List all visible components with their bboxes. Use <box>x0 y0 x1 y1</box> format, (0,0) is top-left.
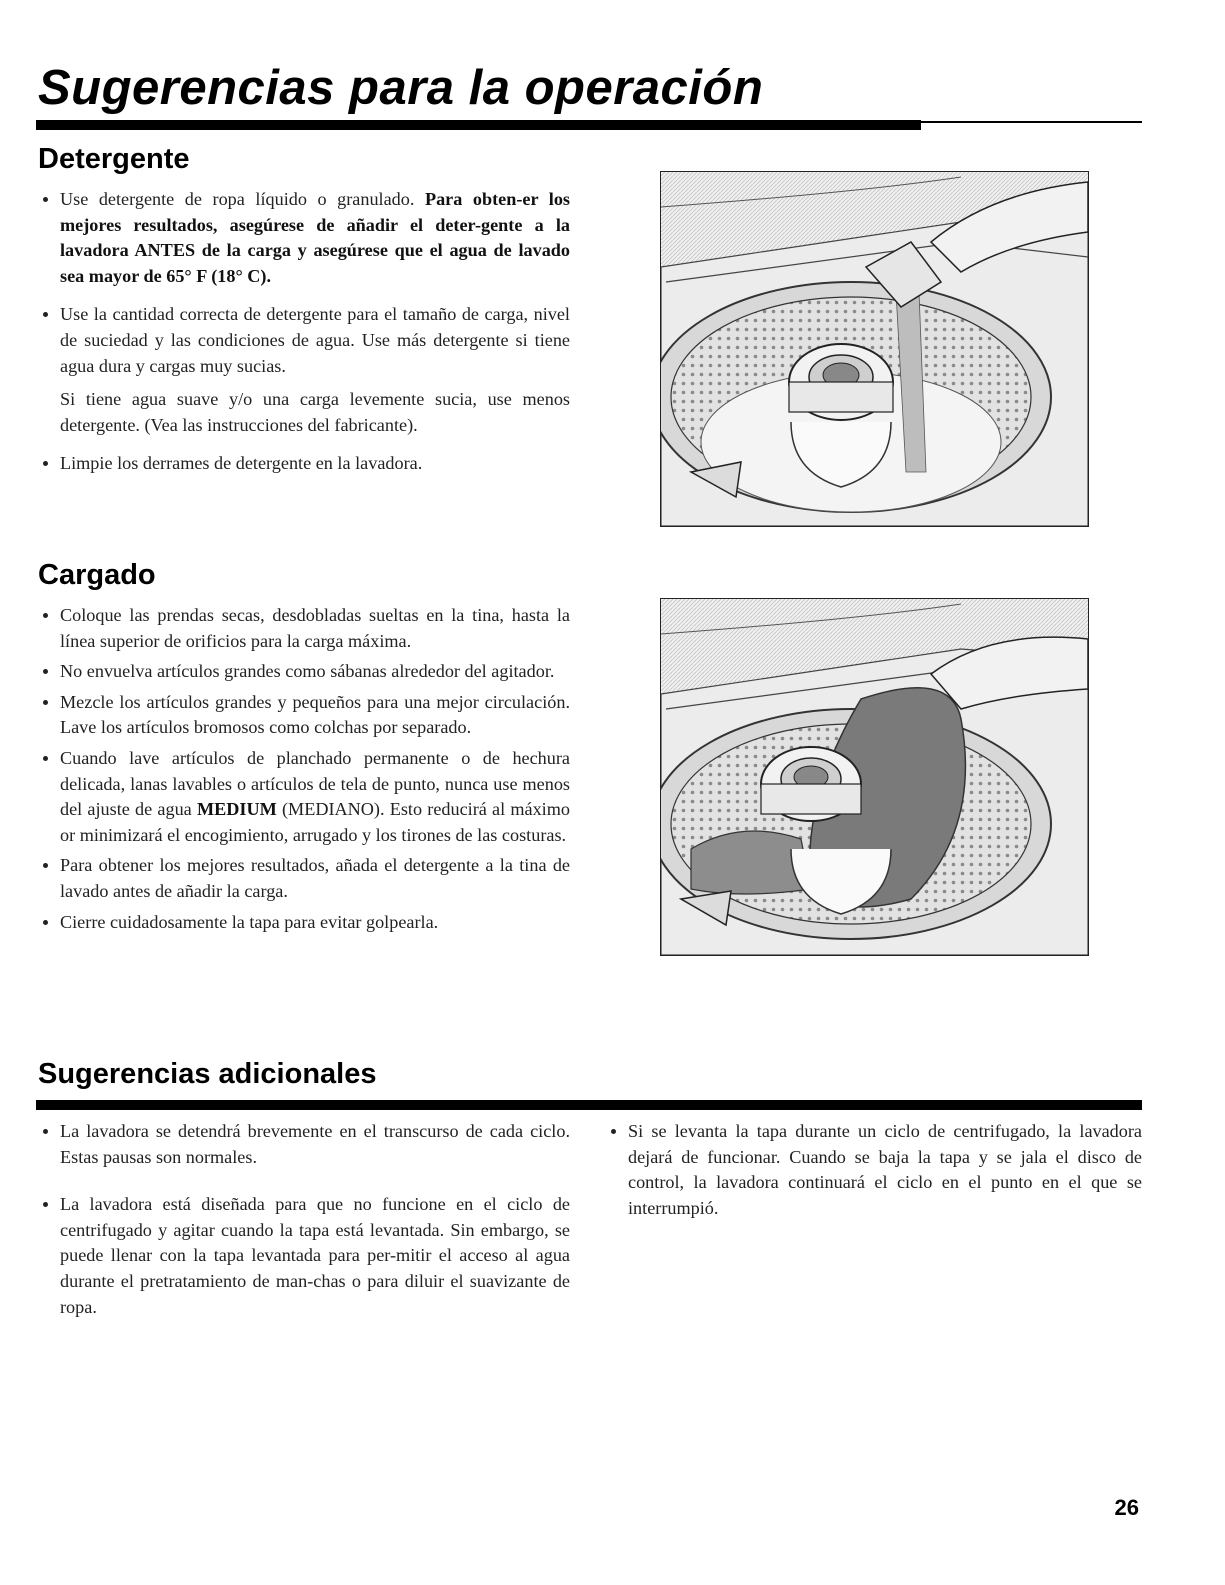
list-item <box>38 690 570 741</box>
list-item <box>38 1192 570 1320</box>
list-item <box>38 659 570 685</box>
adicionales-right-list <box>606 1119 1142 1221</box>
cargado-bullet-3: Mezcle los artículos grandes y pequeños para una mejor circulación. Lave los artículos bromosos como colchas por separado. <box>60 691 570 738</box>
cargado-bullet-4-post: (MEDIANO). Esto reducirá al máximo or minimizará el encogimiento, arrugado y los tirones de las costuras. <box>60 799 570 845</box>
detergente-bullet-1-text: Use detergente de ropa líquido o granulado. <box>60 189 425 209</box>
list-item <box>38 603 570 654</box>
list-item <box>38 302 570 438</box>
detergente-list <box>38 187 570 477</box>
page-number: 26 <box>1114 1495 1139 1520</box>
list-item <box>38 1119 570 1170</box>
adicionales-right-bullet-1: Si se levanta la tapa durante un ciclo de centrifugado, la lavadora dejará de funcionar. Cuando se baja la tapa y se jala el disco de control, la lavadora continuará el ciclo en el punto en el que se interrumpió. <box>628 1121 1142 1218</box>
page-title: Sugerencias para la operación <box>38 61 764 115</box>
cargado-bullet-5: Para obtener los mejores resultados, añada el detergente a la tina de lavado antes de añadir la carga. <box>60 855 570 901</box>
cargado-heading: Cargado <box>38 559 156 591</box>
adicionales-rule <box>36 1100 1142 1110</box>
list-item <box>38 910 570 936</box>
list-item <box>38 187 570 289</box>
detergente-bullet-2-extra: Si tiene agua suave y/o una carga levemente sucia, use menos detergente. (Vea las instrucciones del fabricante). <box>60 389 570 435</box>
cargado-list <box>38 603 570 935</box>
cargado-bullet-1: Coloque las prendas secas, desdobladas sueltas en la tina, hasta la línea superior de orificios para la carga máxima. <box>60 605 570 651</box>
detergent-illustration <box>660 171 1089 527</box>
adicionales-left-bullet-2: La lavadora está diseñada para que no funcione en el ciclo de centrifugado y agitar cuando la tapa está levantada. Sin embargo, se puede llenar con la tapa levantada para per-mitir el acceso al agua durante el pretratamiento de man-chas o para diluir el suavizante de ropa. <box>60 1194 570 1317</box>
cargado-bullet-6: Cierre cuidadosamente la tapa para evitar golpearla. <box>60 911 439 932</box>
list-item <box>38 746 570 848</box>
list-item <box>38 853 570 904</box>
detergente-bullet-2-text: Use la cantidad correcta de detergente para el tamaño de carga, nivel de suciedad y las condiciones de agua. Use más detergente si tiene agua dura y cargas muy sucias. <box>60 304 570 376</box>
cargado-bullet-2: No envuelva artículos grandes como sábanas alrededor del agitador. <box>60 661 555 682</box>
title-rule-thin <box>921 121 1142 123</box>
title-rule-thick <box>36 120 921 130</box>
adicionales-left-list <box>38 1119 570 1320</box>
cargado-bullet-4-pre: Cuando lave artículos de planchado permanente o de hechura delicada, lanas lavables o artículos de tela de punto, nunca use menos del ajuste de agua <box>60 747 570 820</box>
detergente-bullet-3-text: Limpie los derrames de detergente en la lavadora. <box>60 453 423 474</box>
list-item <box>606 1119 1142 1221</box>
adicionales-heading: Sugerencias adicionales <box>38 1058 377 1090</box>
detergente-heading: Detergente <box>38 143 190 175</box>
list-item <box>38 451 570 477</box>
cargado-bullet-4-bold: MEDIUM <box>196 799 277 820</box>
loading-illustration <box>660 598 1089 956</box>
adicionales-left-bullet-1: La lavadora se detendrá brevemente en el transcurso de cada ciclo. Estas pausas son normales. <box>60 1121 570 1167</box>
detergente-bullet-1-bold: Para obten-er los mejores resultados, asegúrese de añadir el deter-gente a la lavadora ANTES de la carga y asegúrese que el agua de lavado sea mayor de 65° F (18° C). <box>60 189 570 286</box>
